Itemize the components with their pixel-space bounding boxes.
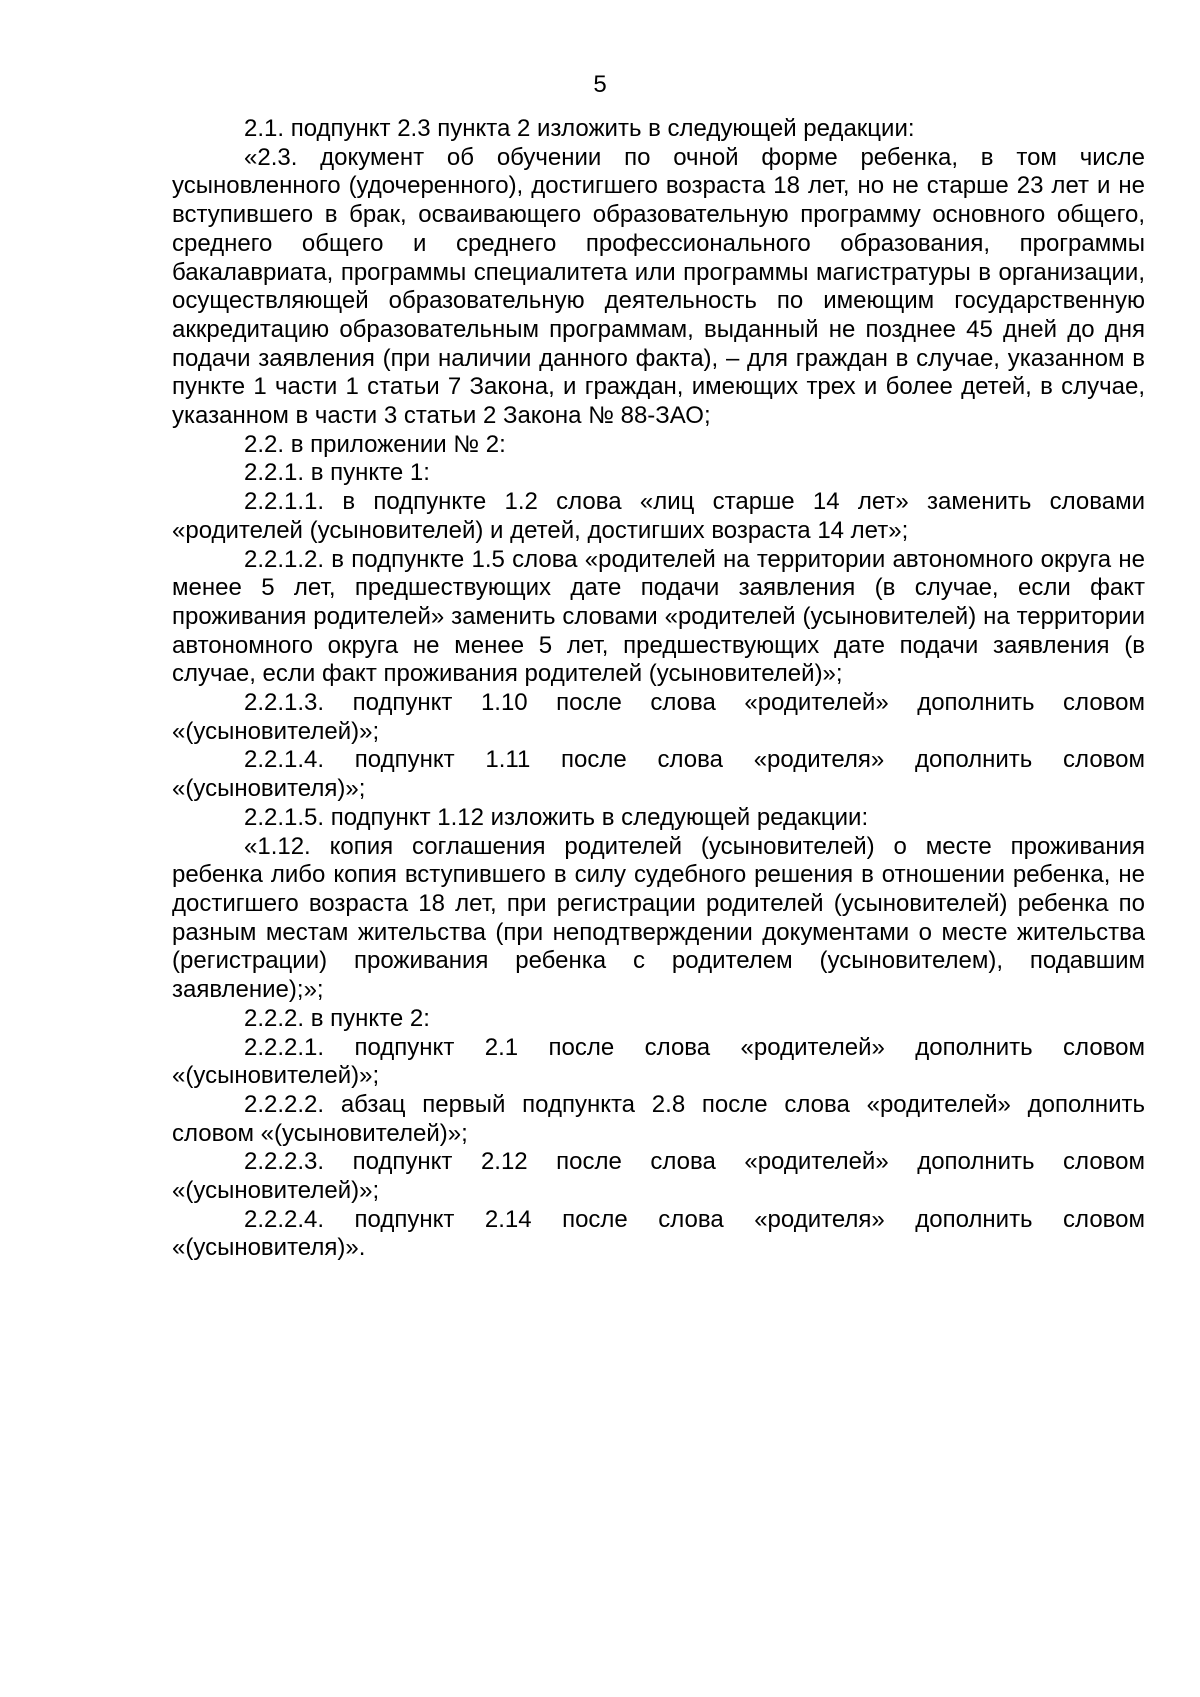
paragraph-2-2-1-4: 2.2.1.4. подпункт 1.11 после слова «родителя» дополнить словом «(усыновителя)»;	[172, 746, 1145, 803]
paragraph-2-2-1: 2.2.1. в пункте 1:	[244, 459, 430, 487]
paragraph-2-2-1-1: 2.2.1.1. в подпункте 1.2 слова «лиц старше 14 лет» заменить словами «родителей (усыновителей) и детей, достигших возраста 14 лет»;	[172, 488, 1145, 544]
page-number: 5	[593, 71, 607, 98]
document-body	[172, 115, 1145, 1263]
paragraph-2-3-text: «2.3. документ об обучении по очной форме ребенка, в том числе усыновленного (удочеренного), достигшего возраста 18 лет, но не старше 23 лет и не вступившего в брак, осваивающего образовательную программу основного общего, среднего общего и среднего профессионального образования, программы бакалавриата, программы специалитета или программы магистратуры в организации, осуществляющей образовательную деятельность по имеющим государственную аккредитацию образовательным программам, выданный не позднее 45 дней до дня подачи заявления (при наличии данного факта), – для граждан в случае, указанном в пункте 1 части 1 статьи 7 Закона, и граждан, имеющих трех и более детей, в случае, указанном в части 3 статьи 2 Закона № 88-ЗАО;	[172, 143, 1145, 430]
paragraph-2-2: 2.2. в приложении № 2:	[244, 430, 506, 458]
paragraph-2-2-1-3: 2.2.1.3. подпункт 1.10 после слова «родителей» дополнить словом «(усыновителей)»;	[172, 689, 1145, 745]
paragraph-2-2-2-1: 2.2.2.1. подпункт 2.1 после слова «родителей» дополнить словом «(усыновителей)»;	[172, 1033, 1145, 1090]
paragraph-2-2-1-5: 2.2.1.5. подпункт 1.12 изложить в следующей редакции:	[244, 803, 869, 831]
paragraph-2-2-1-2: 2.2.1.2. в подпункте 1.5 слова «родителей на территории автономного округа не менее 5 лет, предшествующих дате подачи заявления (в случае, если факт проживания родителей» заменить словами «родителей (усыновителей) на территории автономного округа не менее 5 лет, предшествующих дате подачи заявления (в случае, если факт проживания родителей (усыновителей)»;	[172, 545, 1145, 688]
paragraph-2-1: 2.1. подпункт 2.3 пункта 2 изложить в следующей редакции:	[244, 115, 915, 142]
paragraph-2-2-2-4: 2.2.2.4. подпункт 2.14 после слова «родителя» дополнить словом «(усыновителя)».	[172, 1205, 1145, 1262]
paragraph-2-2-2: 2.2.2. в пункте 2:	[244, 1004, 430, 1032]
paragraph-1-12-text: «1.12. копия соглашения родителей (усыновителей) о месте проживания ребенка либо копия вступившего в силу судебного решения в отношении ребенка, не достигшего возраста 18 лет, при регистрации родителей (усыновителей) ребенка по разным местам жительства (при неподтверждении документами о месте жительства (регистрации) проживания ребенка с родителем (усыновителем), подавшим заявление);»;	[172, 832, 1145, 1004]
paragraph-2-2-2-2: 2.2.2.2. абзац первый подпункта 2.8 после слова «родителей» дополнить словом «(усыновителей)»;	[172, 1090, 1145, 1147]
paragraph-2-2-2-3: 2.2.2.3. подпункт 2.12 после слова «родителей» дополнить словом «(усыновителей)»;	[172, 1148, 1145, 1205]
